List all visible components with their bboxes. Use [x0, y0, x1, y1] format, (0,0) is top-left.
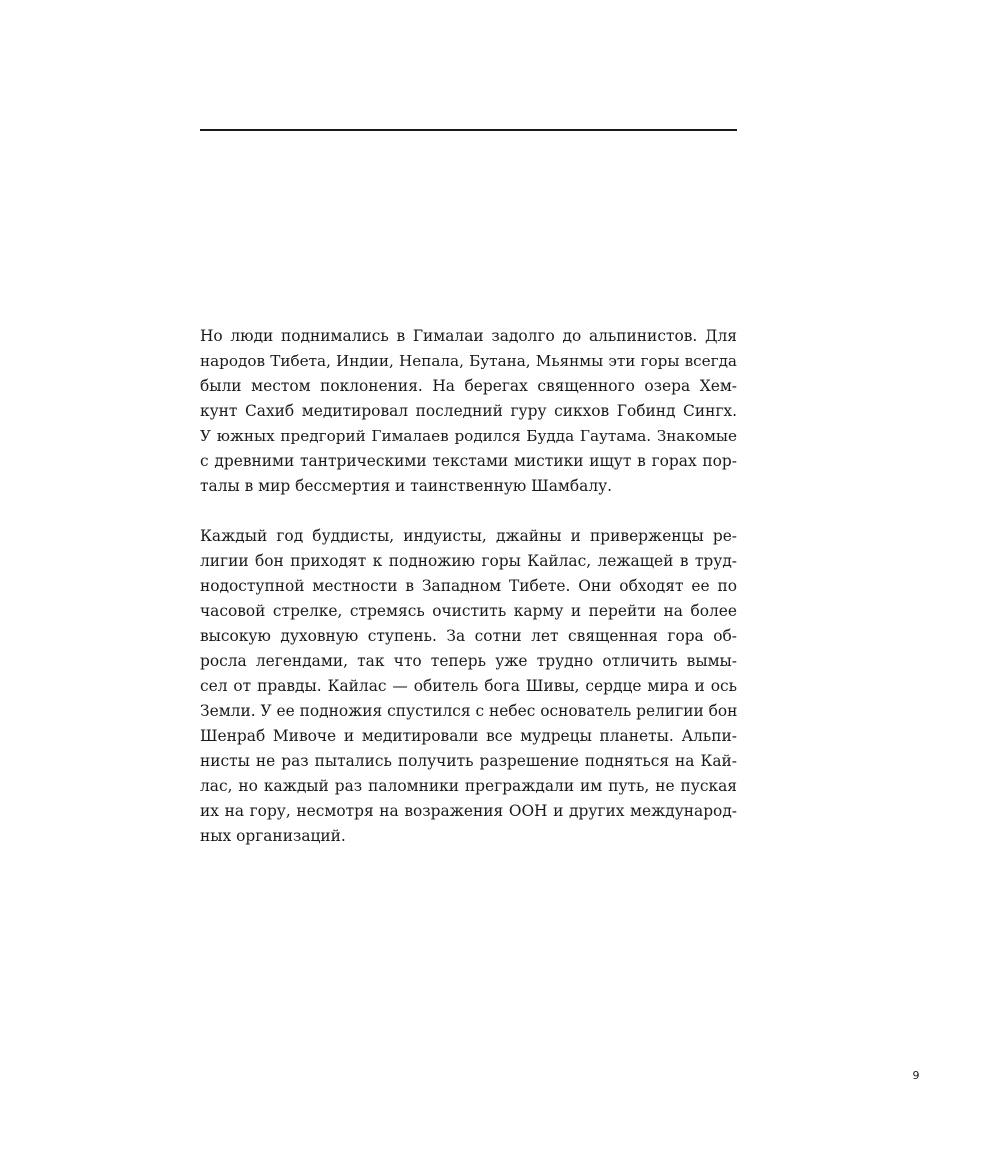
text-line: Шенраб Мивоче и медитировали все мудрецы планеты. Альпи-	[200, 727, 737, 745]
text-line: нодоступной местности в Западном Тибете. Они обходят ее по	[200, 577, 737, 595]
text-line: Земли. У ее подножия спустился с небес основатель религии бон	[200, 702, 738, 720]
body-text	[200, 324, 737, 849]
top-rule	[200, 129, 737, 131]
text-line: народов Тибета, Индии, Непала, Бутана, Мьянмы эти горы всегда	[200, 352, 737, 370]
text-line: с древними тантрическими текстами мистики ищут в горах пор-	[200, 452, 737, 470]
text-line: лас, но каждый раз паломники преграждали им путь, не пуская	[200, 777, 737, 795]
text-line: часовой стрелке, стремясь очистить карму и перейти на более	[200, 602, 737, 620]
paragraph-1	[200, 324, 737, 499]
text-line: кунт Сахиб медитировал последний гуру сикхов Гобинд Сингх.	[200, 402, 737, 420]
text-line: Каждый год буддисты, индуисты, джайны и приверженцы ре-	[200, 527, 737, 545]
text-line: талы в мир бессмертия и таинственную Шамбалу.	[200, 477, 613, 495]
page-number: 9	[912, 1069, 920, 1082]
text-line: сел от правды. Кайлас — обитель бога Шивы, сердце мира и ось	[200, 677, 737, 695]
text-line: их на гору, несмотря на возражения ООН и других международ-	[200, 802, 737, 820]
text-line: ных организаций.	[200, 827, 346, 845]
text-line: были местом поклонения. На берегах священного озера Хем-	[200, 377, 737, 395]
text-line: высокую духовную ступень. За сотни лет священная гора об-	[200, 627, 737, 645]
text-line: нисты не раз пытались получить разрешение подняться на Кай-	[200, 752, 737, 770]
text-line: лигии бон приходят к подножию горы Кайлас, лежащей в труд-	[200, 552, 737, 570]
paragraph-2	[200, 524, 737, 849]
text-line: Но люди поднимались в Гималаи задолго до альпинистов. Для	[200, 327, 737, 345]
text-line: У южных предгорий Гималаев родился Будда Гаутама. Знакомые	[200, 427, 737, 445]
text-line: росла легендами, так что теперь уже трудно отличить вымы-	[200, 652, 737, 670]
